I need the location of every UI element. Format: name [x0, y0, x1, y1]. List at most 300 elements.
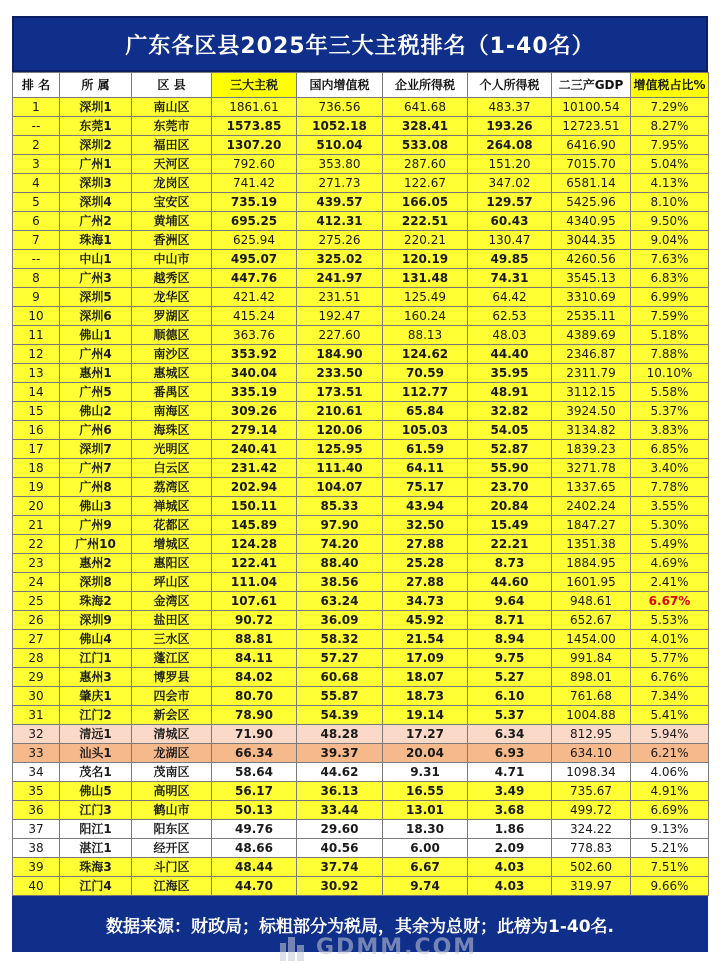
gdp-cell: 3271.78: [552, 459, 631, 478]
gdp-cell: 1351.38: [552, 535, 631, 554]
personal-tax-cell: 3.49: [468, 782, 552, 801]
belong-cell: 佛山2: [60, 402, 132, 421]
personal-tax-cell: 129.57: [468, 193, 552, 212]
district-cell: 三水区: [132, 630, 212, 649]
gdp-cell: 1884.95: [552, 554, 631, 573]
corporate-tax-cell: 25.28: [383, 554, 468, 573]
corporate-tax-cell: 287.60: [383, 155, 468, 174]
vat-ratio-cell: 7.88%: [631, 345, 709, 364]
table-row: [13, 98, 709, 117]
rank-cell: 5: [13, 193, 60, 212]
belong-cell: 佛山1: [60, 326, 132, 345]
vat-cell: 104.07: [297, 478, 383, 497]
rank-cell: 23: [13, 554, 60, 573]
total-tax-cell: 80.70: [212, 687, 297, 706]
corporate-tax-cell: 122.67: [383, 174, 468, 193]
personal-tax-cell: 4.71: [468, 763, 552, 782]
corporate-tax-cell: 18.73: [383, 687, 468, 706]
vat-ratio-cell: 7.34%: [631, 687, 709, 706]
total-tax-cell: 279.14: [212, 421, 297, 440]
personal-tax-cell: 32.82: [468, 402, 552, 421]
table-row: [13, 668, 709, 687]
corporate-tax-cell: 533.08: [383, 136, 468, 155]
table-row: [13, 117, 709, 136]
district-cell: 罗湖区: [132, 307, 212, 326]
belong-cell: 深圳7: [60, 440, 132, 459]
corporate-tax-cell: 64.11: [383, 459, 468, 478]
header-corporate-tax: 企业所得税: [383, 73, 468, 98]
personal-tax-cell: 22.21: [468, 535, 552, 554]
rank-cell: 34: [13, 763, 60, 782]
gdp-cell: 3545.13: [552, 269, 631, 288]
personal-tax-cell: 55.90: [468, 459, 552, 478]
personal-tax-cell: 23.70: [468, 478, 552, 497]
belong-cell: 广州1: [60, 155, 132, 174]
table-row: [13, 421, 709, 440]
corporate-tax-cell: 61.59: [383, 440, 468, 459]
district-cell: 白云区: [132, 459, 212, 478]
gdp-cell: 1454.00: [552, 630, 631, 649]
rank-cell: 14: [13, 383, 60, 402]
corporate-tax-cell: 34.73: [383, 592, 468, 611]
district-cell: 龙湖区: [132, 744, 212, 763]
table-row: [13, 877, 709, 896]
header-rank: 排 名: [13, 73, 60, 98]
corporate-tax-cell: 105.03: [383, 421, 468, 440]
corporate-tax-cell: 131.48: [383, 269, 468, 288]
vat-cell: 36.09: [297, 611, 383, 630]
vat-cell: 325.02: [297, 250, 383, 269]
total-tax-cell: 495.07: [212, 250, 297, 269]
belong-cell: 珠海2: [60, 592, 132, 611]
vat-cell: 231.51: [297, 288, 383, 307]
rank-cell: 36: [13, 801, 60, 820]
gdp-cell: 319.97: [552, 877, 631, 896]
header-vat-ratio: 增值税占比%: [631, 73, 709, 98]
district-cell: 花都区: [132, 516, 212, 535]
district-cell: 龙岗区: [132, 174, 212, 193]
personal-tax-cell: 6.34: [468, 725, 552, 744]
district-cell: 经开区: [132, 839, 212, 858]
total-tax-cell: 122.41: [212, 554, 297, 573]
corporate-tax-cell: 16.55: [383, 782, 468, 801]
district-cell: 盐田区: [132, 611, 212, 630]
gdp-cell: 3112.15: [552, 383, 631, 402]
vat-cell: 48.28: [297, 725, 383, 744]
rank-cell: 38: [13, 839, 60, 858]
total-tax-cell: 88.81: [212, 630, 297, 649]
district-cell: 东莞市: [132, 117, 212, 136]
table-row: [13, 687, 709, 706]
belong-cell: 珠海3: [60, 858, 132, 877]
rank-cell: 21: [13, 516, 60, 535]
district-cell: 龙华区: [132, 288, 212, 307]
vat-cell: 173.51: [297, 383, 383, 402]
vat-ratio-cell: 6.85%: [631, 440, 709, 459]
vat-cell: 510.04: [297, 136, 383, 155]
vat-cell: 44.62: [297, 763, 383, 782]
gdp-cell: 3310.69: [552, 288, 631, 307]
district-cell: 新会区: [132, 706, 212, 725]
title-banner: [12, 16, 708, 72]
total-tax-cell: 741.42: [212, 174, 297, 193]
rank-cell: 37: [13, 820, 60, 839]
rank-cell: 2: [13, 136, 60, 155]
district-cell: 禅城区: [132, 497, 212, 516]
table-row: [13, 573, 709, 592]
district-cell: 南海区: [132, 402, 212, 421]
total-tax-cell: 202.94: [212, 478, 297, 497]
total-tax-cell: 90.72: [212, 611, 297, 630]
belong-cell: 江门1: [60, 649, 132, 668]
corporate-tax-cell: 27.88: [383, 573, 468, 592]
district-cell: 江海区: [132, 877, 212, 896]
vat-ratio-cell: 4.69%: [631, 554, 709, 573]
district-cell: 惠城区: [132, 364, 212, 383]
district-cell: 清城区: [132, 725, 212, 744]
gdp-cell: 4340.95: [552, 212, 631, 231]
vat-cell: 439.57: [297, 193, 383, 212]
vat-cell: 30.92: [297, 877, 383, 896]
table-row: [13, 193, 709, 212]
gdp-cell: 761.68: [552, 687, 631, 706]
vat-cell: 412.31: [297, 212, 383, 231]
corporate-tax-cell: 45.92: [383, 611, 468, 630]
gdp-cell: 948.61: [552, 592, 631, 611]
vat-ratio-cell: 6.76%: [631, 668, 709, 687]
belong-cell: 广州9: [60, 516, 132, 535]
corporate-tax-cell: 641.68: [383, 98, 468, 117]
total-tax-cell: 84.11: [212, 649, 297, 668]
corporate-tax-cell: 70.59: [383, 364, 468, 383]
vat-cell: 63.24: [297, 592, 383, 611]
vat-ratio-cell: 5.37%: [631, 402, 709, 421]
rank-cell: 1: [13, 98, 60, 117]
gdp-cell: 7015.70: [552, 155, 631, 174]
vat-cell: 241.97: [297, 269, 383, 288]
personal-tax-cell: 20.84: [468, 497, 552, 516]
table-header-row: [13, 73, 709, 98]
total-tax-cell: 340.04: [212, 364, 297, 383]
gdp-cell: 2535.11: [552, 307, 631, 326]
corporate-tax-cell: 220.21: [383, 231, 468, 250]
corporate-tax-cell: 19.14: [383, 706, 468, 725]
rank-cell: 9: [13, 288, 60, 307]
corporate-tax-cell: 43.94: [383, 497, 468, 516]
vat-ratio-cell: 6.67%: [631, 592, 709, 611]
vat-cell: 210.61: [297, 402, 383, 421]
rank-cell: 7: [13, 231, 60, 250]
vat-ratio-cell: 5.58%: [631, 383, 709, 402]
rank-cell: 29: [13, 668, 60, 687]
vat-cell: 275.26: [297, 231, 383, 250]
vat-ratio-cell: 10.10%: [631, 364, 709, 383]
corporate-tax-cell: 75.17: [383, 478, 468, 497]
district-cell: 斗门区: [132, 858, 212, 877]
gdp-cell: 634.10: [552, 744, 631, 763]
vat-ratio-cell: 7.59%: [631, 307, 709, 326]
vat-ratio-cell: 6.21%: [631, 744, 709, 763]
table-row: [13, 155, 709, 174]
corporate-tax-cell: 125.49: [383, 288, 468, 307]
table-row: [13, 136, 709, 155]
header-belong: 所 属: [60, 73, 132, 98]
total-tax-cell: 66.34: [212, 744, 297, 763]
belong-cell: 惠州2: [60, 554, 132, 573]
belong-cell: 深圳4: [60, 193, 132, 212]
belong-cell: 广州2: [60, 212, 132, 231]
table-row: [13, 212, 709, 231]
personal-tax-cell: 8.94: [468, 630, 552, 649]
district-cell: 顺德区: [132, 326, 212, 345]
district-cell: 光明区: [132, 440, 212, 459]
table-row: [13, 554, 709, 573]
vat-cell: 111.40: [297, 459, 383, 478]
vat-cell: 55.87: [297, 687, 383, 706]
vat-ratio-cell: 6.99%: [631, 288, 709, 307]
header-gdp: 二三产GDP: [552, 73, 631, 98]
total-tax-cell: 111.04: [212, 573, 297, 592]
table-row: [13, 402, 709, 421]
table-row: [13, 440, 709, 459]
vat-ratio-cell: 5.18%: [631, 326, 709, 345]
personal-tax-cell: 60.43: [468, 212, 552, 231]
vat-ratio-cell: 5.94%: [631, 725, 709, 744]
district-cell: 茂南区: [132, 763, 212, 782]
vat-ratio-cell: 2.41%: [631, 573, 709, 592]
personal-tax-cell: 130.47: [468, 231, 552, 250]
personal-tax-cell: 8.73: [468, 554, 552, 573]
table-row: [13, 250, 709, 269]
vat-cell: 39.37: [297, 744, 383, 763]
vat-cell: 29.60: [297, 820, 383, 839]
belong-cell: 江门3: [60, 801, 132, 820]
total-tax-cell: 735.19: [212, 193, 297, 212]
total-tax-cell: 48.66: [212, 839, 297, 858]
table-row: [13, 383, 709, 402]
personal-tax-cell: 4.03: [468, 858, 552, 877]
header-personal-tax: 个人所得税: [468, 73, 552, 98]
vat-ratio-cell: 4.13%: [631, 174, 709, 193]
personal-tax-cell: 15.49: [468, 516, 552, 535]
gdp-cell: 2311.79: [552, 364, 631, 383]
personal-tax-cell: 2.09: [468, 839, 552, 858]
district-cell: 蓬江区: [132, 649, 212, 668]
total-tax-cell: 48.44: [212, 858, 297, 877]
vat-cell: 1052.18: [297, 117, 383, 136]
table-row: [13, 839, 709, 858]
belong-cell: 湛江1: [60, 839, 132, 858]
total-tax-cell: 124.28: [212, 535, 297, 554]
rank-cell: 19: [13, 478, 60, 497]
rank-cell: 17: [13, 440, 60, 459]
vat-ratio-cell: 7.63%: [631, 250, 709, 269]
personal-tax-cell: 48.03: [468, 326, 552, 345]
total-tax-cell: 792.60: [212, 155, 297, 174]
corporate-tax-cell: 120.19: [383, 250, 468, 269]
vat-cell: 60.68: [297, 668, 383, 687]
vat-cell: 85.33: [297, 497, 383, 516]
rank-cell: 11: [13, 326, 60, 345]
gdp-cell: 1004.88: [552, 706, 631, 725]
personal-tax-cell: 62.53: [468, 307, 552, 326]
gdp-cell: 812.95: [552, 725, 631, 744]
table-row: [13, 611, 709, 630]
vat-ratio-cell: 5.30%: [631, 516, 709, 535]
vat-ratio-cell: 4.91%: [631, 782, 709, 801]
belong-cell: 广州7: [60, 459, 132, 478]
personal-tax-cell: 64.42: [468, 288, 552, 307]
belong-cell: 惠州1: [60, 364, 132, 383]
source-note: 数据来源：财政局；标粗部分为税局，其余为总财；此榜为1-40名.: [106, 916, 614, 937]
belong-cell: 深圳3: [60, 174, 132, 193]
belong-cell: 佛山5: [60, 782, 132, 801]
rank-cell: 8: [13, 269, 60, 288]
table-row: [13, 763, 709, 782]
vat-cell: 227.60: [297, 326, 383, 345]
gdp-cell: 1098.34: [552, 763, 631, 782]
total-tax-cell: 56.17: [212, 782, 297, 801]
vat-ratio-cell: 4.01%: [631, 630, 709, 649]
total-tax-cell: 240.41: [212, 440, 297, 459]
vat-ratio-cell: 4.06%: [631, 763, 709, 782]
district-cell: 海珠区: [132, 421, 212, 440]
personal-tax-cell: 44.40: [468, 345, 552, 364]
belong-cell: 广州3: [60, 269, 132, 288]
vat-cell: 192.47: [297, 307, 383, 326]
table-row: [13, 820, 709, 839]
belong-cell: 惠州3: [60, 668, 132, 687]
belong-cell: 肇庆1: [60, 687, 132, 706]
rank-cell: 39: [13, 858, 60, 877]
vat-cell: 88.40: [297, 554, 383, 573]
gdp-cell: 12723.51: [552, 117, 631, 136]
table-row: [13, 174, 709, 193]
vat-cell: 120.06: [297, 421, 383, 440]
district-cell: 增城区: [132, 535, 212, 554]
personal-tax-cell: 1.86: [468, 820, 552, 839]
district-cell: 番禺区: [132, 383, 212, 402]
belong-cell: 阳江1: [60, 820, 132, 839]
city-skyline-icon: [278, 933, 308, 961]
vat-ratio-cell: 6.83%: [631, 269, 709, 288]
rank-cell: 26: [13, 611, 60, 630]
belong-cell: 深圳9: [60, 611, 132, 630]
total-tax-cell: 150.11: [212, 497, 297, 516]
vat-ratio-cell: 5.04%: [631, 155, 709, 174]
table-row: [13, 307, 709, 326]
gdp-cell: 4260.56: [552, 250, 631, 269]
vat-ratio-cell: 7.29%: [631, 98, 709, 117]
belong-cell: 广州6: [60, 421, 132, 440]
district-cell: 坪山区: [132, 573, 212, 592]
rank-cell: 32: [13, 725, 60, 744]
page-title: 广东各区县2025年三大主税排名（1-40名）: [125, 33, 595, 59]
gdp-cell: 898.01: [552, 668, 631, 687]
total-tax-cell: 625.94: [212, 231, 297, 250]
table-row: [13, 858, 709, 877]
gdp-cell: 4389.69: [552, 326, 631, 345]
rank-cell: 20: [13, 497, 60, 516]
total-tax-cell: 421.42: [212, 288, 297, 307]
total-tax-cell: 353.92: [212, 345, 297, 364]
belong-cell: 深圳8: [60, 573, 132, 592]
header-district: 区 县: [132, 73, 212, 98]
district-cell: 越秀区: [132, 269, 212, 288]
total-tax-cell: 1861.61: [212, 98, 297, 117]
district-cell: 博罗县: [132, 668, 212, 687]
table-row: [13, 592, 709, 611]
district-cell: 四会市: [132, 687, 212, 706]
vat-cell: 74.20: [297, 535, 383, 554]
vat-ratio-cell: 3.83%: [631, 421, 709, 440]
vat-ratio-cell: 6.69%: [631, 801, 709, 820]
vat-cell: 58.32: [297, 630, 383, 649]
table-body: [13, 98, 709, 896]
vat-cell: 54.39: [297, 706, 383, 725]
corporate-tax-cell: 65.84: [383, 402, 468, 421]
personal-tax-cell: 74.31: [468, 269, 552, 288]
corporate-tax-cell: 21.54: [383, 630, 468, 649]
rank-cell: 13: [13, 364, 60, 383]
vat-cell: 40.56: [297, 839, 383, 858]
belong-cell: 深圳6: [60, 307, 132, 326]
gdp-cell: 6581.14: [552, 174, 631, 193]
gdp-cell: 3044.35: [552, 231, 631, 250]
corporate-tax-cell: 112.77: [383, 383, 468, 402]
belong-cell: 深圳2: [60, 136, 132, 155]
table-row: [13, 744, 709, 763]
belong-cell: 汕头1: [60, 744, 132, 763]
rank-cell: 6: [13, 212, 60, 231]
personal-tax-cell: 35.95: [468, 364, 552, 383]
gdp-cell: 6416.90: [552, 136, 631, 155]
belong-cell: 茂名1: [60, 763, 132, 782]
corporate-tax-cell: 9.74: [383, 877, 468, 896]
table-row: [13, 326, 709, 345]
rank-cell: 33: [13, 744, 60, 763]
corporate-tax-cell: 124.62: [383, 345, 468, 364]
vat-ratio-cell: 9.04%: [631, 231, 709, 250]
gdp-cell: 324.22: [552, 820, 631, 839]
header-vat: 国内增值税: [297, 73, 383, 98]
district-cell: 高明区: [132, 782, 212, 801]
rank-cell: 24: [13, 573, 60, 592]
personal-tax-cell: 54.05: [468, 421, 552, 440]
total-tax-cell: 447.76: [212, 269, 297, 288]
vat-cell: 36.13: [297, 782, 383, 801]
rank-cell: 25: [13, 592, 60, 611]
belong-cell: 中山1: [60, 250, 132, 269]
personal-tax-cell: 8.71: [468, 611, 552, 630]
personal-tax-cell: 347.02: [468, 174, 552, 193]
gdp-cell: 2402.24: [552, 497, 631, 516]
rank-cell: 30: [13, 687, 60, 706]
district-cell: 福田区: [132, 136, 212, 155]
vat-cell: 271.73: [297, 174, 383, 193]
corporate-tax-cell: 6.00: [383, 839, 468, 858]
belong-cell: 广州10: [60, 535, 132, 554]
vat-ratio-cell: 9.50%: [631, 212, 709, 231]
vat-ratio-cell: 5.53%: [631, 611, 709, 630]
vat-ratio-cell: 9.66%: [631, 877, 709, 896]
personal-tax-cell: 44.60: [468, 573, 552, 592]
table-row: [13, 535, 709, 554]
personal-tax-cell: 5.37: [468, 706, 552, 725]
total-tax-cell: 58.64: [212, 763, 297, 782]
belong-cell: 佛山4: [60, 630, 132, 649]
gdp-cell: 5425.96: [552, 193, 631, 212]
